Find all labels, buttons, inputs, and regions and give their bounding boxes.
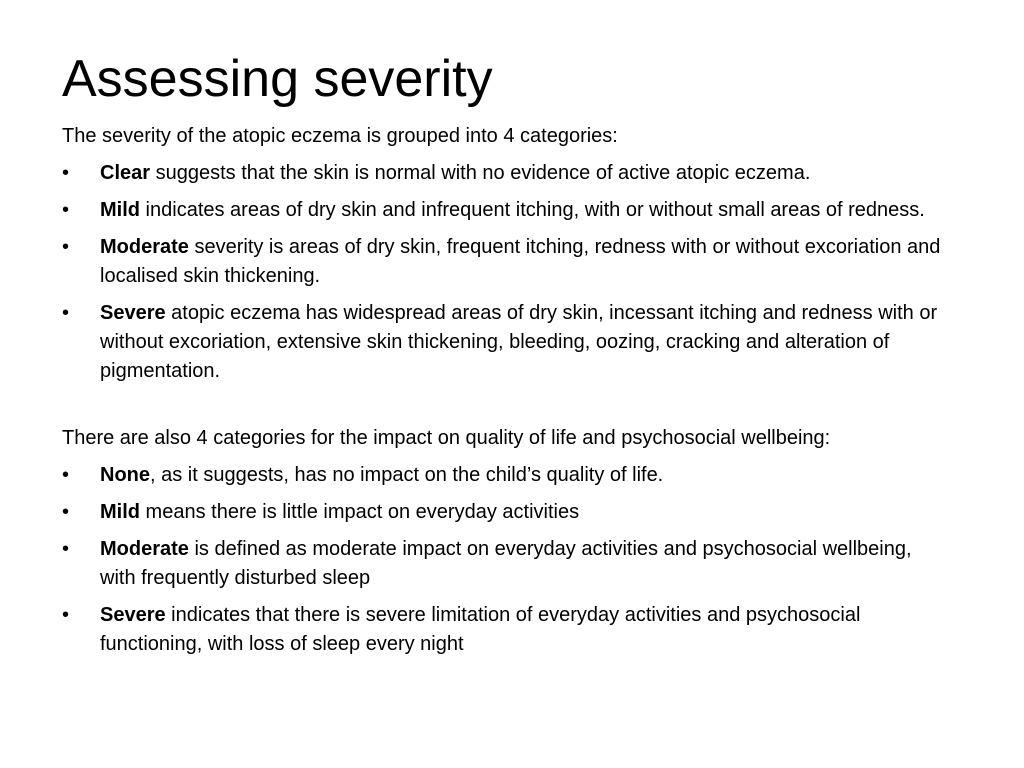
section-spacer xyxy=(62,394,952,424)
severity-description: severity is areas of dry skin, frequent itching, redness with or without excoriation and localised skin thickening. xyxy=(100,236,941,287)
impact-description: means there is little impact on everyday activities xyxy=(140,501,580,523)
impact-term: Moderate xyxy=(100,538,189,560)
bullet-icon: • xyxy=(62,162,70,184)
bullet-icon: • xyxy=(62,464,70,486)
severity-term: Mild xyxy=(100,199,140,221)
severity-term: Clear xyxy=(100,162,151,184)
impact-item-moderate xyxy=(62,535,952,593)
bullet-icon: • xyxy=(62,302,70,324)
impact-description: indicates that there is severe limitation of everyday activities and psychosocial functioning, with loss of sleep every night xyxy=(100,604,861,655)
bullet-icon: • xyxy=(62,538,70,560)
severity-term: Severe xyxy=(100,302,166,324)
severity-term: Moderate xyxy=(100,236,189,258)
severity-item-mild xyxy=(62,196,952,225)
impact-intro: There are also 4 categories for the impact on quality of life and psychosocial wellbeing: xyxy=(62,427,831,449)
bullet-icon: • xyxy=(62,236,70,258)
severity-item-clear xyxy=(62,159,952,188)
slide-title: Assessing severity xyxy=(62,50,493,108)
severity-item-severe xyxy=(62,299,952,386)
impact-description: is defined as moderate impact on everyday activities and psychosocial wellbeing, with frequently disturbed sleep xyxy=(100,538,912,589)
severity-intro: The severity of the atopic eczema is grouped into 4 categories: xyxy=(62,125,618,147)
impact-item-severe xyxy=(62,601,952,659)
severity-description: atopic eczema has widespread areas of dry skin, incessant itching and redness with or without excoriation, extensive skin thickening, bleeding, oozing, cracking and alteration of pigmentation. xyxy=(100,302,938,382)
impact-term: Severe xyxy=(100,604,166,626)
bullet-icon: • xyxy=(62,501,70,523)
severity-item-moderate xyxy=(62,233,952,291)
impact-description: , as it suggests, has no impact on the child’s quality of life. xyxy=(150,464,664,486)
impact-term: Mild xyxy=(100,501,140,523)
bullet-icon: • xyxy=(62,199,70,221)
slide-body xyxy=(62,122,952,667)
severity-list xyxy=(62,159,952,386)
impact-item-none xyxy=(62,461,952,490)
impact-list xyxy=(62,461,952,659)
bullet-icon: • xyxy=(62,604,70,626)
severity-description: indicates areas of dry skin and infrequent itching, with or without small areas of redness. xyxy=(140,199,925,221)
impact-term: None xyxy=(100,464,150,486)
severity-description: suggests that the skin is normal with no evidence of active atopic eczema. xyxy=(150,162,811,184)
impact-item-mild xyxy=(62,498,952,527)
